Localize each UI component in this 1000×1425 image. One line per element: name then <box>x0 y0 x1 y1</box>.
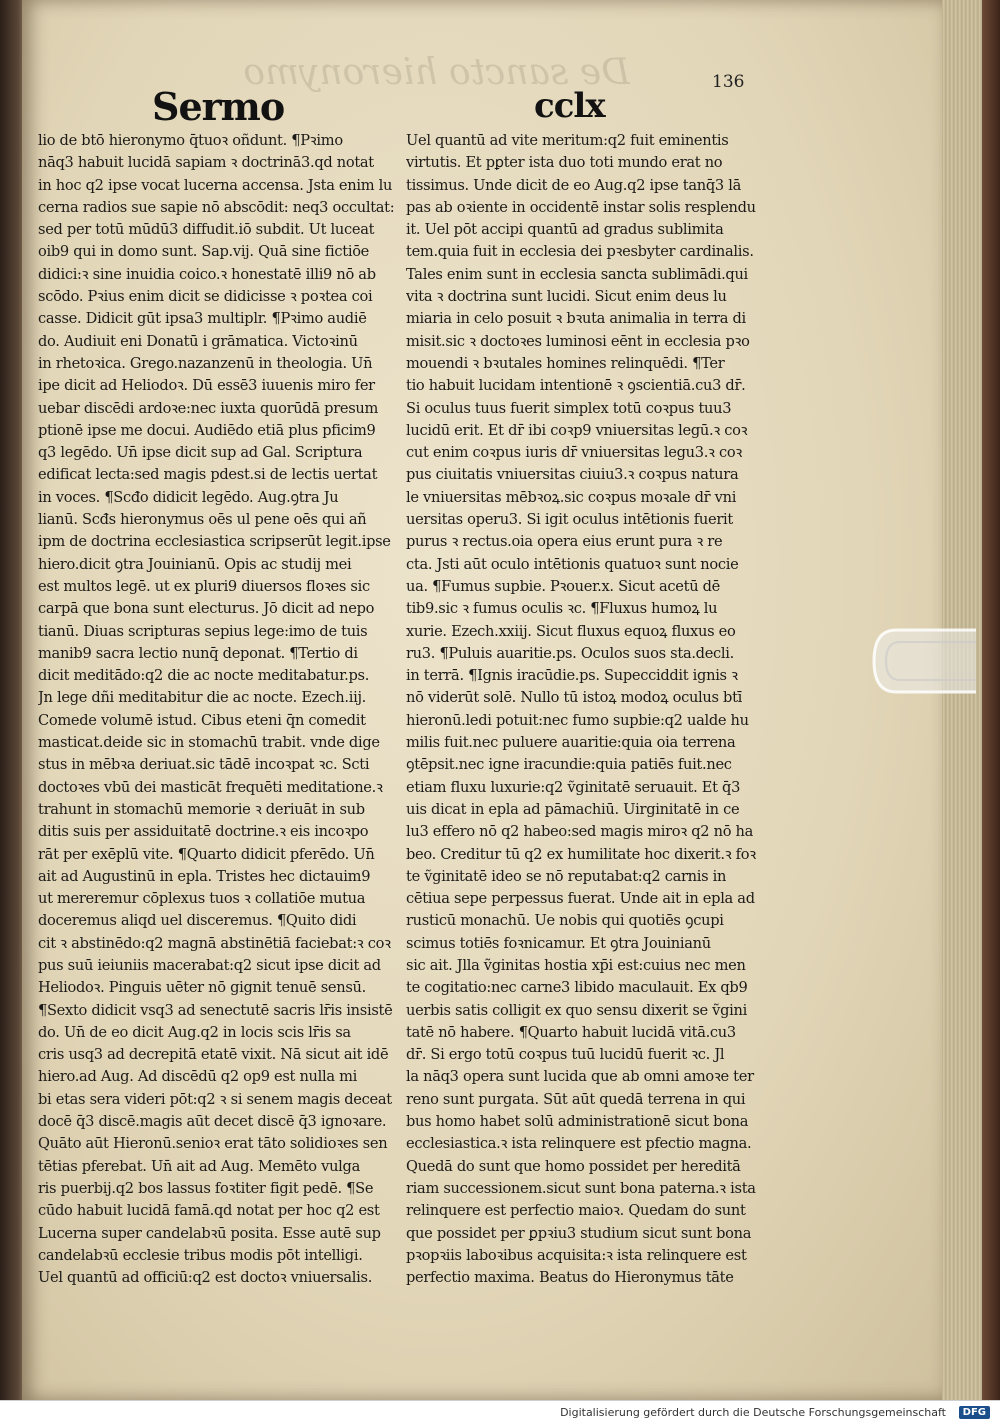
text-line: doctoꝛes vbū dei masticāt frequēti meditatione.ꝛ <box>38 778 383 796</box>
text-line: ru3. ¶Puluis auaritie.ps. Oculos suos sta.decli. <box>406 644 735 662</box>
text-line: stus in mēbꝛa deriuat.sic tādē incoꝛpat ꝛc. Scti <box>38 756 370 774</box>
text-line: ptionē ipse me docui. Audiēdo etiā plus pficim9 <box>38 421 376 439</box>
text-line: nāq3 habuit lucidā sapiam ꝛ doctrinā3.qd notat <box>38 154 374 172</box>
text-line: purus ꝛ rectus.oia opera eius erunt pura ꝛ re <box>406 533 723 551</box>
cover-edge <box>982 0 1000 1400</box>
text-line: tib9.sic ꝛ fumus oculis ꝛc. ¶Fluxus humoꝝ lu <box>406 600 718 618</box>
text-line: xurie. Ezech.xxiij. Sicut fluxus equoꝝ fluxus eo <box>406 622 736 640</box>
text-line: hiero.ad Aug. Ad discēdū q2 op9 est nulla mi <box>38 1068 358 1086</box>
text-line: pus suū ieiuniis macerabat:q2 sicut ipse dicit ad <box>38 956 381 974</box>
text-line: etiam fluxu luxurie:q2 ṽginitatē seruauit. Et q̄3 <box>406 778 741 796</box>
text-line: Tales enim sunt in ecclesia sancta sublimādi.qui <box>406 265 748 283</box>
text-line: scōdo. Pꝛius enim dicit se didicisse ꝛ poꝛtea coi <box>38 288 373 306</box>
text-line: cētiua sepe perpessus fuerat. Unde ait in epla ad <box>406 890 755 908</box>
text-line: in voces. ¶Scđo didicit legēdo. Aug.ꝯtra Ju <box>38 488 339 506</box>
text-line: tem.quia fuit in ecclesia dei pꝛesbyter cardinalis. <box>406 243 754 261</box>
text-line: sed per totū mūdū3 diffudit.iō subdit. Ut luceat <box>38 221 375 239</box>
text-line: carpā que bona sunt electurus. Jō dicit ad nepo <box>38 600 375 618</box>
text-line: uis dicat in epla ad pāmachiū. Uirginitatē in ce <box>406 800 740 818</box>
text-line: cerna radios sue sapie nō abscōdit: neq3 occultat: <box>38 198 395 216</box>
right-text-column <box>406 130 788 1289</box>
text-line: Si oculus tuus fuerit simplex totū coꝛpus tuu3 <box>406 399 732 417</box>
text-line: casse. Didicit gūt ipsa3 multiplr. ¶Pꝛimo audiē <box>38 310 367 328</box>
text-line: docē q̄3 discē.magis aūt decet discē q̄3 ignoꝛare. <box>38 1113 387 1131</box>
text-line: riam successionem.sicut sunt bona paterna.ꝛ ista <box>406 1179 756 1197</box>
footer-bar <box>0 1400 1000 1425</box>
text-line: ua. ¶Fumus supbie. Pꝛouer.x. Sicut acetū dē <box>406 577 721 595</box>
text-line: bus homo habet solū administrationē sicut bona <box>406 1113 749 1131</box>
footer-credit: Digitalisierung gefördert durch die Deutsche Forschungsgemeinschaft <box>560 1406 946 1419</box>
text-line: que possidet per ꝑpꝛiu3 studium sicut sunt bona <box>406 1224 752 1242</box>
text-line: lucidū erit. Et dr̄ ibi coꝛp9 vniuersitas legū.ꝛ coꝛ <box>406 421 748 439</box>
text-line: cta. Jsti aūt oculo intētionis quatuoꝛ sunt nocie <box>406 555 739 573</box>
dfg-logo: DFG <box>959 1406 990 1419</box>
text-line: trahunt in stomachū memorie ꝛ deriuāt in sub <box>38 800 365 818</box>
text-line: tissimus. Unde dicit de eo Aug.q2 ipse tanq̄3 lā <box>406 176 741 194</box>
text-line: beo. Creditur tū q2 ex humilitate hoc dixerit.ꝛ foꝛ <box>406 845 756 863</box>
text-line: bi etas sera videri pōt:q2 ꝛ si senem magis deceat <box>38 1090 392 1108</box>
text-line: rusticū monachū. Ue nobis qui quotiēs ꝯcupi <box>406 912 724 930</box>
text-line: nō viderūt solē. Nullo tū istoꝝ modoꝝ oculus btī <box>406 689 743 707</box>
text-line: pus ciuitatis vniuersitas ciuiu3.ꝛ coꝛpus natura <box>406 466 739 484</box>
text-line: Quāto aūt Hieronū.senioꝛ erat tāto solidioꝛes sen <box>38 1135 388 1153</box>
text-line: cūdo habuit lucidā famā.qd notat per hoc q2 est <box>38 1202 380 1220</box>
text-line: rāt per exēplū vite. ¶Quarto didicit pferēdo. Un̄ <box>38 845 375 863</box>
text-line: ditis suis per assiduitatē doctrine.ꝛ eis incoꝛpo <box>38 823 369 841</box>
text-line: ait ad Augustinū in epla. Tristes hec dictauim9 <box>38 867 371 885</box>
text-line: cris usq3 ad decrepitā etatē vixit. Nā sicut ait idē <box>38 1046 389 1064</box>
text-line: hiero.dicit ꝯtra Jouinianū. Opis ac studij mei <box>38 555 352 573</box>
text-line: relinquere est perfectio maioꝛ. Quedam do sunt <box>406 1202 746 1220</box>
text-line: ut mereremur cōplexus tuos ꝛ collatiōe mutua <box>38 890 366 908</box>
text-line: dr̄. Si ergo totū coꝛpus tuū lucidū fuerit ꝛc. Jl <box>406 1046 725 1064</box>
text-line: ipm de doctrina ecclesiastica scripserūt legit.ipse <box>38 533 391 551</box>
text-line: lu3 effero nō q2 habeo:sed magis miroꝛ q2 nō ha <box>406 823 754 841</box>
text-line: dicit meditādo:q2 die ac nocte meditabatur.ps. <box>38 667 370 685</box>
plastic-clip-icon <box>866 612 976 710</box>
text-line: it. Uel pōt accipi quantū ad gradus sublimita <box>406 221 724 239</box>
text-line: cut enim coꝛpus iuris dr̄ vniuersitas legu3.ꝛ coꝛ <box>406 444 742 462</box>
text-line: misit.sic ꝛ doctoꝛes luminosi eēnt in ecclesia pꝛo <box>406 332 750 350</box>
text-line: doceremus aliqd uel disceremus. ¶Quito didi <box>38 912 357 930</box>
left-text-column <box>38 130 398 1289</box>
text-line: tianū. Diuas scripturas sepius lege:imo de tuis <box>38 622 368 640</box>
text-line: lio de btō hieronymo q̄tuoꝛ oñdunt. ¶Pꝛimo <box>38 132 343 149</box>
text-line: est multos legē. ut ex pluri9 diuersos floꝛes sic <box>38 577 370 595</box>
text-line: Quedā do sunt que homo possidet per hereditā <box>406 1157 741 1175</box>
running-head-folio: cclx <box>534 86 605 126</box>
text-line: masticat.deide sic in stomachū trabit. vnde dige <box>38 734 380 752</box>
text-line: Uel quantū ad officiū:q2 est doctoꝛ vniuersalis. <box>38 1269 373 1287</box>
text-line: perfectio maxima. Beatus do Hieronymus tāte <box>406 1269 734 1287</box>
text-line: Jn lege dñi meditabitur die ac nocte. Ezech.iij. <box>38 689 367 707</box>
text-line: ris puerbij.q2 bos lassus foꝛtiter figit pedē. ¶Se <box>38 1179 374 1197</box>
text-line: hieronū.ledi potuit:nec fumo supbie:q2 ualde hu <box>406 711 749 729</box>
text-line: ¶Sexto didicit vsq3 ad senectutē sacris lr̄is insistē <box>38 1001 393 1019</box>
text-line: in rhetoꝛica. Grego.nazanzenū in theologia. Un̄ <box>38 354 373 372</box>
page-number: 136 <box>712 72 745 92</box>
text-line: q3 legēdo. Un̄ ipse dicit sup ad Gal. Scriptura <box>38 444 363 462</box>
text-line: uebar discēdi ardoꝛe:nec iuxta quorūdā presum <box>38 399 379 417</box>
text-line: uerbis satis colligit ex quo sensu dixerit se ṽgini <box>406 1001 748 1019</box>
text-line: oib9 qui in domo sunt. Sap.vij. Quā sine fictiōe <box>38 243 370 261</box>
text-line: la nāq3 opera sunt lucida que ab omni amoꝛe ter <box>406 1068 754 1086</box>
text-line: candelabꝛū ecclesie tribus modis pōt intelligi. <box>38 1246 363 1264</box>
text-line: reno sunt purgata. Sūt aūt quedā terrena in qui <box>406 1090 746 1108</box>
text-line: sic ait. Jlla ṽginitas hostia xp̄i est:cuius nec men <box>406 956 746 974</box>
text-line: do. Un̄ de eo dicit Aug.q2 in locis scis lr̄is sa <box>38 1023 351 1041</box>
text-line: scimus totiēs foꝛnicamur. Et ꝯtra Jouinianū <box>406 934 711 952</box>
text-line: tētias pferebat. Un̄ ait ad Aug. Memēto vulga <box>38 1157 360 1175</box>
text-line: tio habuit lucidam intentionē ꝛ ꝯscientiā.cu3 dr̄. <box>406 377 746 395</box>
text-line: Heliodoꝛ. Pinguis uēter nō gignit tenuē sensū. <box>38 979 366 997</box>
text-line: Lucerna super candelabꝛū posita. Esse autē sup <box>38 1224 381 1242</box>
text-line: mouendi ꝛ bꝛutales homines relinquēdi. ¶Ter <box>406 354 725 372</box>
text-line: uersitas operu3. Si igit oculus intētionis fuerit <box>406 511 733 529</box>
text-line: ꝯtēpsit.nec igne iracundie:quia patiēs fuit.nec <box>406 756 732 774</box>
text-line: in hoc q2 ipse vocat lucerna accensa. Jsta enim lu <box>38 176 393 194</box>
text-line: didici:ꝛ sine inuidia coico.ꝛ honestatē illi9 nō ab <box>38 265 376 283</box>
text-line: cit ꝛ abstinēdo:q2 magnā abstinētiā faciebat:ꝛ coꝛ <box>38 934 391 952</box>
text-line: virtutis. Et pꝑter ista duo toti mundo erat no <box>406 154 723 172</box>
text-line: pꝛopꝛiis laboꝛibus acquisita:ꝛ ista relinquere est <box>406 1246 747 1264</box>
text-line: ecclesiastica.ꝛ ista relinquere est pfectio magna. <box>406 1135 752 1153</box>
text-line: Uel quantū ad vite meritum:q2 fuit eminentis <box>406 132 729 149</box>
text-line: in terrā. ¶Ignis iracūdie.ps. Supecciddit ignis ꝛ <box>406 667 738 685</box>
text-line: lianū. Scđs hieronymus oēs ul pene oēs qui añ <box>38 511 367 529</box>
text-line: le vniuersitas mēbꝛoꝝ.sic coꝛpus moꝛale dr̄ vni <box>406 488 737 506</box>
text-line: vita ꝛ doctrina sunt lucidi. Sicut enim deus lu <box>406 288 727 306</box>
text-line: Comede volumē istud. Cibus eteni q̄n comedit <box>38 711 366 729</box>
text-line: edificat lecta:sed magis pdest.si de lectis uertat <box>38 466 378 484</box>
text-line: miaria in celo posuit ꝛ bꝛuta animalia in terra di <box>406 310 746 328</box>
text-line: tatē nō habere. ¶Quarto habuit lucidā vitā.cu3 <box>406 1023 736 1041</box>
text-line: milis fuit.nec puluere auaritie:quia oia terrena <box>406 734 736 752</box>
text-line: pas ab oꝛiente in occidentē instar solis resplendu <box>406 198 756 216</box>
bleed-through-text: De sancto hieronymo <box>243 52 630 92</box>
text-line: te cogitatio:nec carne3 libido maculauit. Ex qb9 <box>406 979 748 997</box>
running-head-sermo: Sermo <box>152 84 285 129</box>
text-line: manib9 sacra lectio nunq̄ deponat. ¶Tertio di <box>38 644 358 662</box>
text-line: do. Audiuit eni Donatū i grāmatica. Victoꝛinū <box>38 332 358 350</box>
text-line: te ṽginitatē ideo se nō reputabat:q2 carnis in <box>406 867 727 885</box>
text-line: ipe dicit ad Heliodoꝛ. Dū essē3 iuuenis miro fer <box>38 377 375 395</box>
